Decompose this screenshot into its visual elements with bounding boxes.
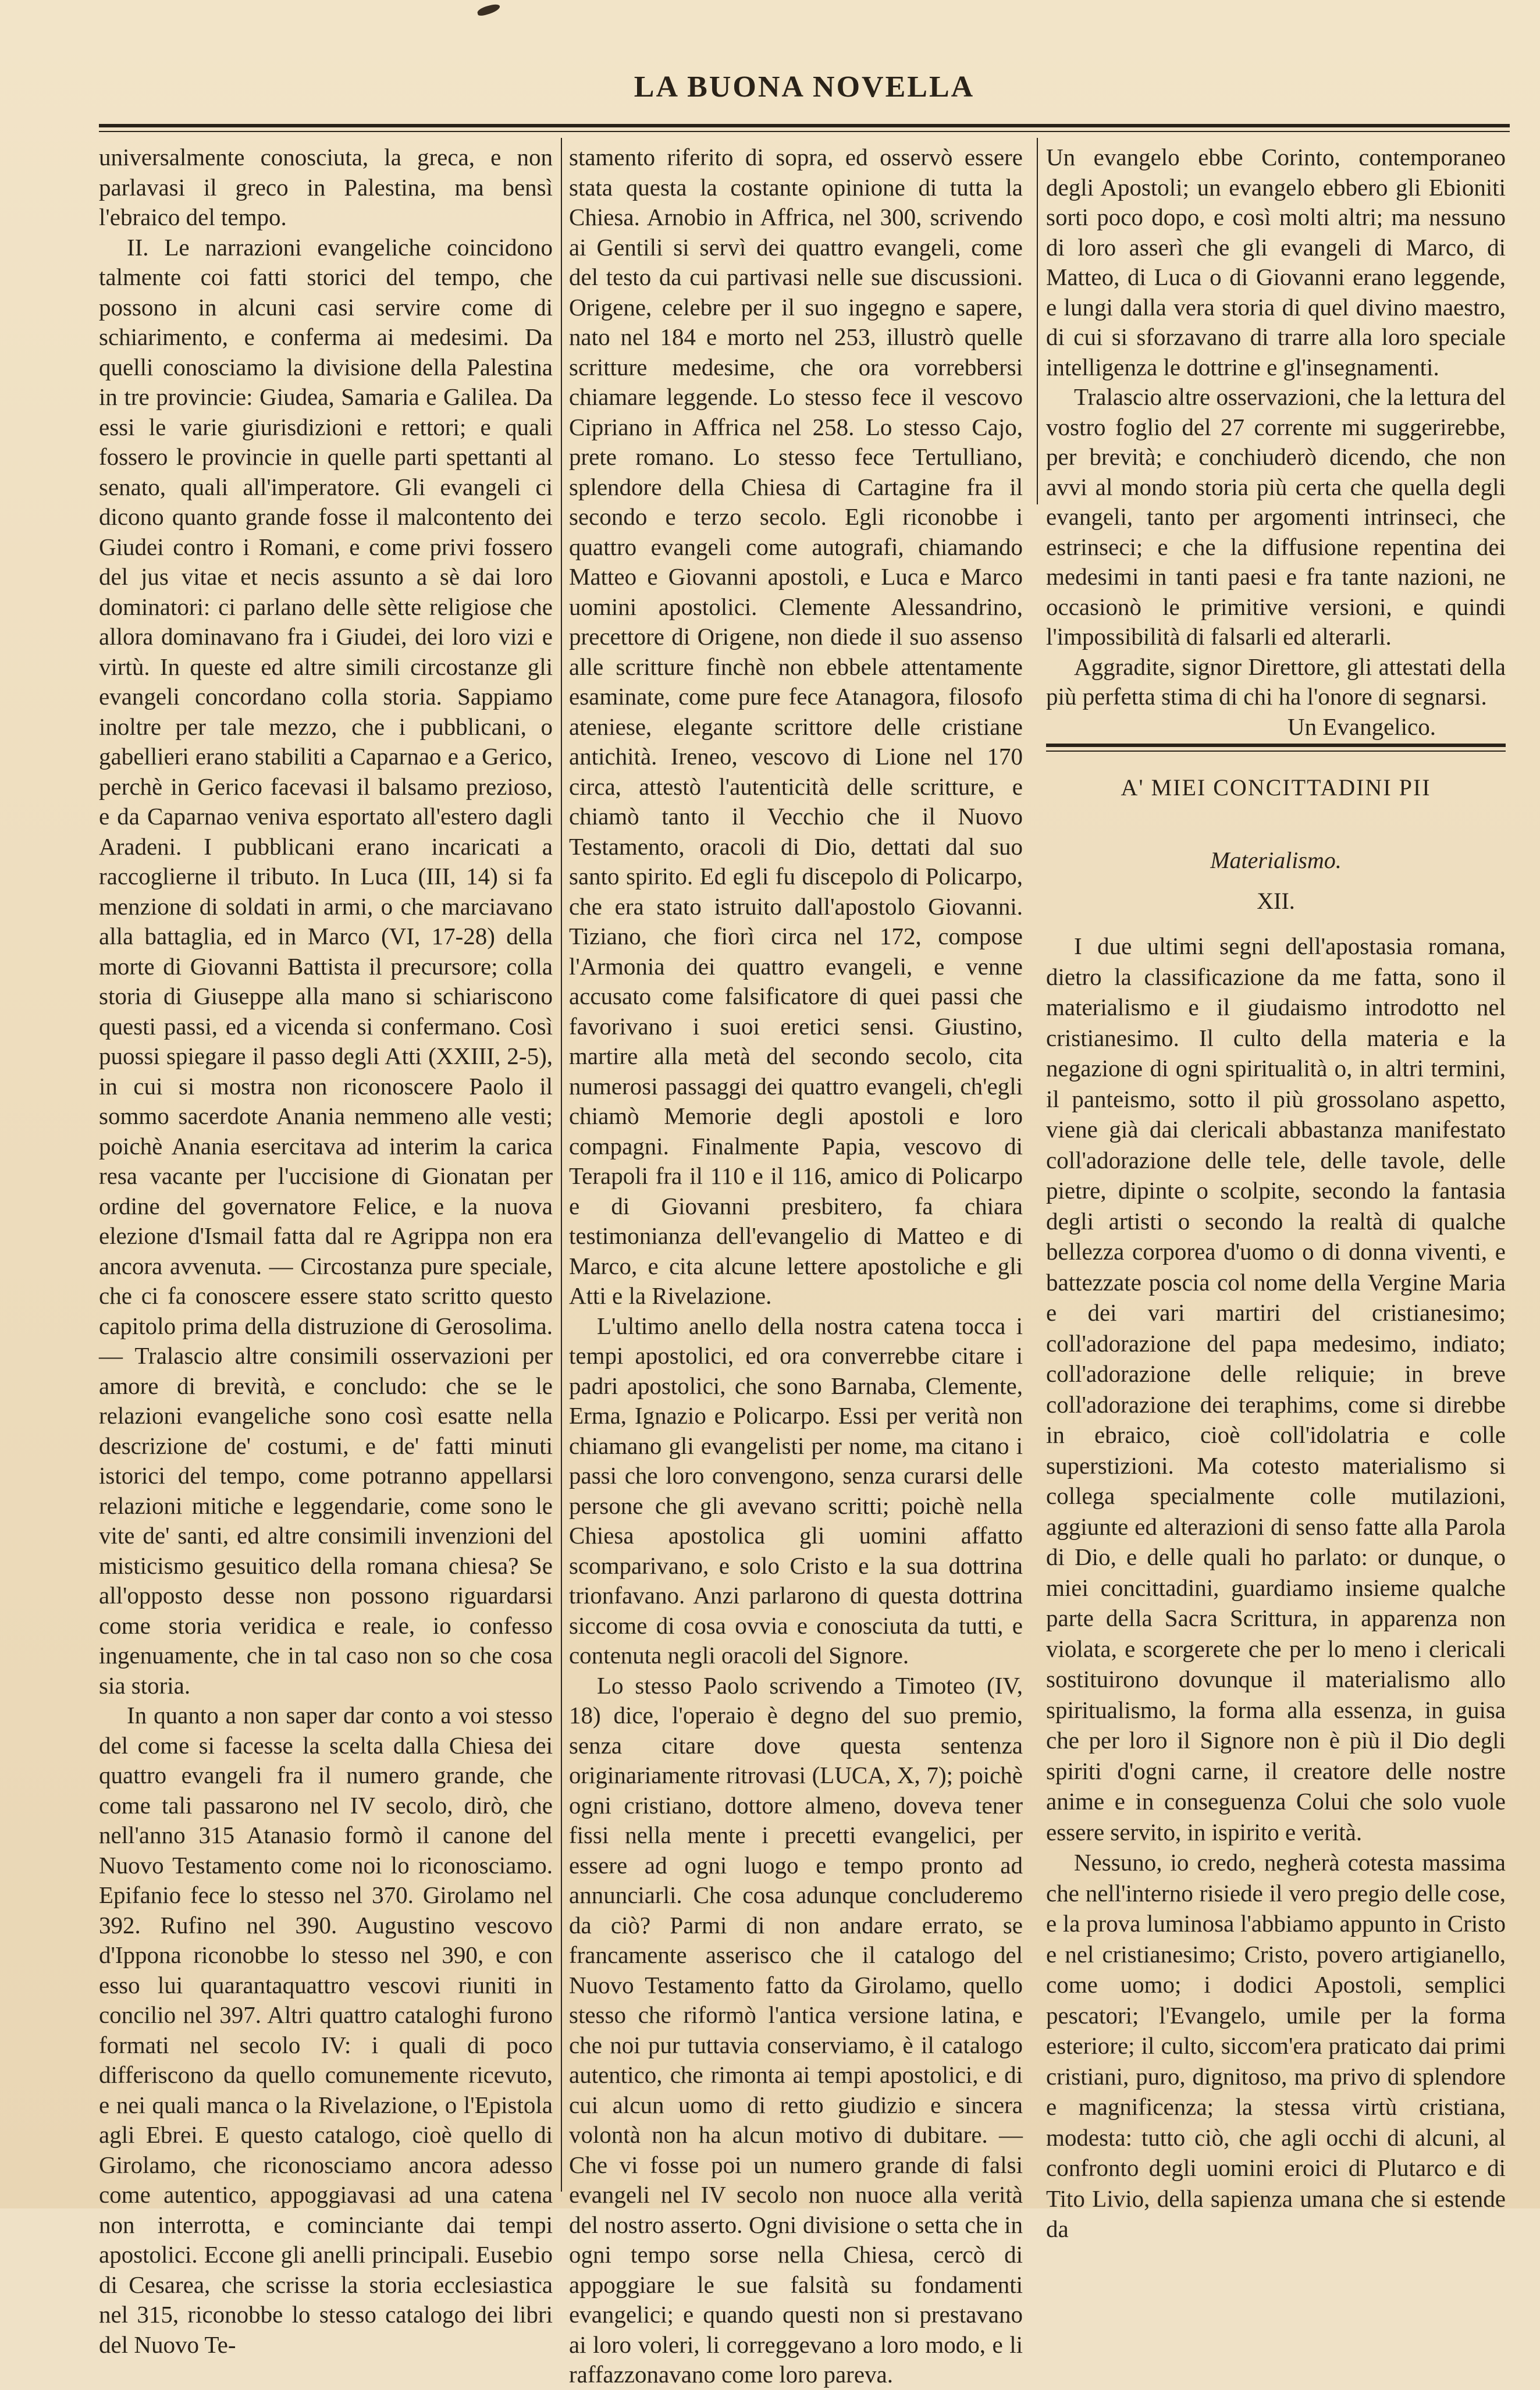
text-column-3-letter xyxy=(1046,143,1506,740)
paragraph: L'ultimo anello della nostra catena tocca i tempi apostolici, ed ora converrebbe citare i padri apostolici, che sono Barnaba, Clemente, Erma, Ignazio e Policarpo. Essi per verità non chiamano gli evangelisti per nome, ma citano i passi che loro convengono, senza curarsi delle persone che gli avevano scritti; poichè nella Chiesa apostolica gli uomini affatto scomparivano, e solo Cristo e la sua dottrina trionfavano. Anzi parlarono di questa dottrina siccome di cosa ovvia e conosciuta da tutti, e contenuta negli oracoli del Signore. xyxy=(569,1312,1023,1669)
masthead-rule-thick xyxy=(99,124,1510,127)
paragraph: Un evangelo ebbe Corinto, contemporaneo degli Apostoli; un evangelo ebbero gli Ebioniti sorti poco dopo, e così molti altri; ma nessuno di loro asserì che gli evangeli di Marco, di Matteo, di Luca o di Giovanni erano leggende, e lungi dalla vera storia di quel divino maestro, di cui si sforzavano di trarre alla loro speciale intelligenza le dottrine e gl'insegnamenti. xyxy=(1046,144,1506,380)
paragraph: Aggradite, signor Direttore, gli attestati della più perfetta stima di chi ha l'onore di segnarsi. xyxy=(1046,653,1506,710)
article-number: XII. xyxy=(1257,888,1295,914)
text-column-1 xyxy=(99,143,553,2358)
paragraph: I due ultimi segni dell'apostasia romana, dietro la classificazione da me fatta, sono il materialismo e il giudaismo introdotto nel cristianesimo. Il culto della materia e la negazione di ogni spiritualità o, in altri termini, il panteismo, sotto il più grossolano aspetto, viene già dai clericali abbastanza manifestato coll'adorazione delle tele, delle tavole, delle pietre, dipinte o scolpite, secondo la fantasia degli artisti o secondo la realtà di qualche bellezza corporea d'uomo o di donna viventi, e battezzate poscia col nome della Vergine Maria e dei vari martiri del cristianesimo; coll'adorazione del papa medesimo, indiato; coll'adorazione delle reliquie; in breve coll'adorazione dei teraphims, come si direbbe in ebraico, cioè coll'idolatria e colle superstizioni. Ma cotesto materialismo si collega specialmente colle mutilazioni, aggiunte ed alterazioni di senso fatte alla Parola di Dio, e delle quali ho parlato: or dunque, o miei concittadini, guardiamo insieme qualche parte della Sacra Scrittura, in apparenza non violata, e scorgerete che per lo meno i clericali sostituirono dovunque il materialismo allo spiritualismo, la forma alla essenza, in guisa che per loro il Signore non è più il Dio degli spiriti d'ogni carne, il creatore delle nostre anime e in conseguenza Colui che solo vuole essere servito, in ispirito e verità. xyxy=(1046,933,1506,1845)
letter-signature: Un Evangelico. xyxy=(1287,713,1436,740)
paragraph: In quanto a non saper dar conto a voi stesso del come si facesse la scelta dalla Chiesa dei quattro evangeli fra il numero grande, che come tali passarono nel IV secolo, dirò, che nell'anno 315 Atanasio formò il canone del Nuovo Testamento come noi lo riconosciamo. Epifanio fece lo stesso nel 370. Girolamo nel 392. Rufino nel 390. Augustino vescovo d'Ippona riconobbe lo stesso nel 390, e con esso lui quarantaquattro vescovi riuniti in concilio nel 397. Altri quattro cataloghi furono formati nel secolo IV: i quali di poco differiscono da quello comunemente ricevuto, e nei quali manca o la Rivelazione, o l'Epistola agli Ebrei. E questo catalogo, cioè quello di Girolamo, che riconosciamo ancora adesso come autentico, appoggiavasi ad una catena non interrotta, e cominciante dai tempi apostolici. Eccone gli anelli principali. Eusebio di Cesarea, che scrisse la storia ecclesiastica nel 315, riconobbe lo stesso catalogo dei libri del Nuovo Te- xyxy=(99,1702,553,2358)
article-subtitle: Materialismo. xyxy=(1210,847,1342,873)
paragraph: universalmente conosciuta, la greca, e non parlavasi il greco in Palestina, ma bensì l'ebraico del tempo. xyxy=(99,144,553,230)
text-column-3-article xyxy=(1046,931,1506,2242)
newspaper-masthead: LA BUONA NOVELLA xyxy=(634,70,975,104)
paragraph: Nessuno, io credo, negherà cotesta massima che nell'interno risiede il vero pregio delle cose, e la prova luminosa l'abbiamo appunto in Cristo e nel cristianesimo; Cristo, povero artigianello, come uomo; i dodici Apostoli, semplici pescatori; l'Evangelo, umile per la forma esteriore; il culto, siccom'era praticato dai primi cristiani, puro, dignitoso, ma privo di splendore e magnificenza; la stessa virtù cristiana, modesta: tutto ciò, che agli occhi di alcuni, al confronto degli uomini eroici di Plutarco e di Tito Livio, della sapienza umana che si estende da xyxy=(1046,1849,1506,2242)
paragraph: Lo stesso Paolo scrivendo a Timoteo (IV, 18) dice, l'operaio è degno del suo premio, senza citare dove questa sentenza originariamente ritrovasi (LUCA, X, 7); poichè ogni cristiano, dottore almeno, doveva tener fissi nella mente i precetti evangelici, per essere ad ogni luogo e tempo pronto ad annunciarli. Che cosa adunque concluderemo da ciò? Parmi di non andare errato, se francamente asserisco che il catalogo del Nuovo Testamento fatto da Girolamo, quello stesso che riformò l'antica versione latina, e che noi pur tuttavia conserviamo, è il catalogo autentico, che rimonta ai tempi apostolici, e di cui alcun uomo di retto giudizio e sincera volontà non ha alcun motivo di dubitare. — Che vi fosse poi un numero grande di falsi evangeli nel IV secolo non nuoce alla verità del nostro asserto. Ogni divisione o setta che in ogni tempo sorse nella Chiesa, cercò di appoggiare le sue falsità su fondamenti evangelici; e quando questi non si prestavano ai loro voleri, li correggevano a loro modo, e li raffazzonavano come loro pareva. xyxy=(569,1671,1023,2388)
article-title: A' MIEI CONCITTADINI PII xyxy=(1121,774,1431,801)
paragraph: stamento riferito di sopra, ed osservò essere stata questa la costante opinione di tutta la Chiesa. Arnobio in Affrica, nel 300, scrivendo ai Gentili si servì dei quattro evangeli, come del testo da cui partivasi nelle sue discussioni. Origene, celebre per il suo ingegno e sapere, nato nel 184 e morto nel 253, illustrò quelle scritture medesime, che ora vorrebbersi chiamare leggende. Lo stesso fece il vescovo Cipriano in Affrica nel 258. Lo stesso Cajo, prete romano. Lo stesso fece Tertulliano, splendore della Chiesa di Cartagine fra il secondo e terzo secolo. Egli riconobbe i quattro evangeli come autografi, chiamando Matteo e Giovanni apostoli, e Luca e Marco uomini apostolici. Clemente Alessandrino, precettore di Origene, non diede il suo assenso alle scritture finchè non ebbele attentamente esaminate, come pure fece Atanagora, filosofo ateniese, elegante scrittore delle cristiane antichità. Ireneo, vescovo di Lione nel 170 circa, attestò l'autenticità delle scritture, e chiamò tanto il Vecchio che il Nuovo Testamento, oracoli di Dio, dettati dal suo santo spirito. Ed egli fu discepolo di Policarpo, che era stato istruito dall'apostolo Giovanni. Tiziano, che fiorì circa nel 172, compose l'Armonia dei quattro evangeli, e venne accusato come falsificatore di quei passi che favorivano i suoi eretici sensi. Giustino, martire alla metà del secondo secolo, cita numerosi passaggi dei quattro evangeli, ch'egli chiamò Memorie degli apostoli e loro compagni. Finalmente Papia, vescovo di Terapoli fra il 110 e il 116, amico di Policarpo e di Giovanni presbitero, fa chiara testimonianza dell'evangelio di Matteo e di Marco, e cita alcune lettere apostoliche e gli Atti e la Rivelazione. xyxy=(569,144,1023,1309)
column-divider-2 xyxy=(1037,138,1038,504)
paragraph: Tralascio altre osservazioni, che la lettura del vostro foglio del 27 corrente mi suggerirebbe, per brevità; e conchiuderò dicendo, che non avvi al mondo storia più certa che quella degli evangeli, tanto per argomenti intrinseci, che estrinseci; e che la diffusione repentina dei medesimi in tanti paesi e fra tante nazioni, ne occasionò le primitive versioni, e quindi l'impossibilità di falsarli ed alterarli. xyxy=(1046,383,1506,650)
section-rule-thick xyxy=(1046,744,1506,747)
ink-blot-ornament xyxy=(476,3,501,17)
masthead-rule-thin xyxy=(99,131,1510,132)
paragraph: II. Le narrazioni evangeliche coincidono talmente coi fatti storici del tempo, che possono in alcuni casi servire come di schiarimento, e conferma ai medesimi. Da quelli conosciamo la divisione della Palestina in tre provincie: Giudea, Samaria e Galilea. Da essi le varie giurisdizioni e rettori; e quali fossero le provincie in quelle parti spettanti al senato, quali all'imperatore. Gli evangeli ci dicono quanto grande fosse il malcontento dei Giudei contro i Romani, e come privi fossero del jus vitae et necis assunto a sè dai loro dominatori: ci parlano delle sètte religiose che allora dominavano fra i Giudei, dei loro vizi e virtù. In queste ed altre simili circostanze gli evangeli concordano colla storia. Sappiamo inoltre per tale mezzo, che i pubblicani, o gabellieri erano stabiliti a Caparnao e a Gerico, perchè in Gerico facevasi il balsamo prezioso, e da Caparnao veniva esportato all'estero dagli Aradeni. I pubblicani erano incaricati a raccoglierne il tributo. In Luca (III, 14) si fa menzione di soldati in armi, o che marciavano alla battaglia, ed in Marco (VI, 17-28) della morte di Giovanni Battista il precursore; colla storia di Giuseppe alla mano si schiariscono questi passi, ed a vicenda si confermano. Così puossi spiegare il passo degli Atti (XXIII, 2-5), in cui si mostra non riconoscere Paolo il sommo sacerdote Anania nemmeno alle vesti; poichè Anania esercitava ad interim la carica resa vacante per l'uccisione di Gionatan per ordine del governatore Felice, e la nuova elezione d'Ismail fatta dal re Agrippa non era ancora avvenuta. — Circostanza pure speciale, che ci fa conoscere essere stato scritto questo capitolo prima della distruzione di Gerosolima. — Tralascio altre consimili osservazioni per amore di brevità, e concludo: che se le relazioni evangeliche sono così esatte nella descrizione de' costumi, e de' fatti minuti istorici del tempo, come potranno appellarsi relazioni mitiche e leggendarie, come sono le vite de' santi, ed altre consimili invenzioni del misticismo gesuitico della romana chiesa? Se all'opposto desse non possono riguardarsi come storia veridica e reale, io confesso ingenuamente, che in tal caso non so che cosa sia storia. xyxy=(99,233,553,1699)
text-column-2 xyxy=(569,143,1023,2388)
section-rule-thin xyxy=(1046,751,1506,752)
column-divider-1 xyxy=(561,138,562,2192)
